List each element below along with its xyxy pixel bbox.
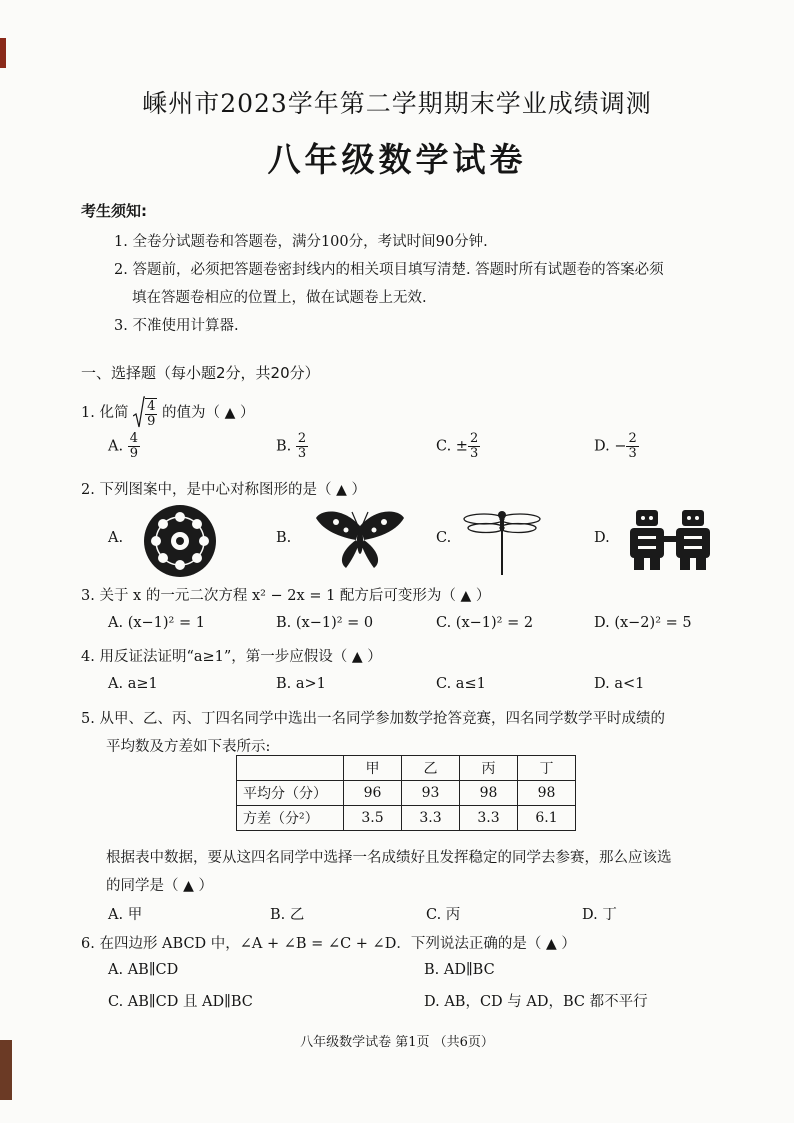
table-row bbox=[237, 781, 576, 806]
option-b: B. a>1 bbox=[276, 676, 326, 692]
page-footer: 八年级数学试卷 第1页 （共6页） bbox=[300, 1035, 494, 1050]
table-cell bbox=[237, 756, 344, 781]
question-number: 1. bbox=[81, 405, 95, 421]
option-c: C. 丙 bbox=[426, 907, 461, 923]
row-label: 平均分（分） bbox=[237, 781, 344, 806]
exam-title-line1: 嵊州市2023学年第二学期期末学业成绩调测 bbox=[142, 89, 652, 118]
question-5-cont: 平均数及方差如下表所示: bbox=[106, 739, 271, 755]
question-1: 1. 化简 $\frac{4}{9}$ 的值为（ ▲ ） bbox=[81, 396, 254, 430]
option-a: A. 甲 bbox=[108, 907, 143, 923]
row-label: 方差（分²） bbox=[237, 806, 344, 831]
option-label: A. bbox=[108, 530, 124, 546]
scan-edge-mark bbox=[0, 38, 6, 68]
option-label: D. bbox=[594, 530, 610, 546]
butterfly-pattern-icon bbox=[312, 506, 408, 574]
table-header: 乙 bbox=[402, 756, 460, 781]
notice-item: 填在答题卷相应的位置上，做在试题卷上无效. bbox=[132, 290, 427, 306]
section-heading: 一、选择题（每小题2分，共20分） bbox=[81, 364, 320, 382]
option-d: D. AB，CD 与 AD，BC 都不平行 bbox=[424, 994, 648, 1010]
option-a: A. $\frac{4}{9}$ bbox=[108, 431, 138, 461]
option-label: C. bbox=[436, 530, 452, 546]
answer-mark-icon: ▲ bbox=[545, 936, 557, 952]
answer-mark-icon: ▲ bbox=[460, 588, 472, 604]
table-header: 丙 bbox=[460, 756, 518, 781]
option-c: C. a≤1 bbox=[436, 676, 486, 692]
option-a: A. AB∥CD bbox=[108, 962, 179, 978]
notice-item: 3. 不准使用计算器. bbox=[114, 318, 239, 334]
notice-item: 2. 答题前，必须把答题卷密封线内的相关项目填写清楚. 答题时所有试题卷的答案必须 bbox=[114, 262, 664, 278]
question-2: 2. 下列图案中，是中心对称图形的是（ ▲ ） bbox=[81, 482, 366, 498]
answer-mark-icon: ▲ bbox=[336, 482, 347, 498]
option-b: B. $\frac{2}{3}$ bbox=[276, 431, 307, 461]
paired-figures-pattern-icon bbox=[626, 506, 714, 572]
table-header: 甲 bbox=[344, 756, 402, 781]
answer-mark-icon: ▲ bbox=[183, 878, 194, 894]
table-cell: 98 bbox=[518, 781, 576, 806]
option-label: B. bbox=[276, 530, 292, 546]
exam-title-line2: 八年级数学试卷 bbox=[267, 140, 527, 179]
stats-table bbox=[236, 755, 576, 831]
option-b: B. AD∥BC bbox=[424, 962, 495, 978]
dragonfly-pattern-icon bbox=[462, 503, 542, 577]
sqrt-expression: $\frac{4}{9}$ bbox=[133, 396, 157, 430]
table-cell: 98 bbox=[460, 781, 518, 806]
option-a: A. a≥1 bbox=[108, 676, 158, 692]
question-4: 4. 用反证法证明“a≥1”，第一步应假设（ ▲ ） bbox=[81, 649, 382, 665]
question-5-cont: 的同学是（ ▲ ） bbox=[106, 878, 213, 894]
option-c: C. ± $\frac{2}{3}$ bbox=[436, 431, 479, 461]
table-header: 丁 bbox=[518, 756, 576, 781]
table-header-row bbox=[237, 756, 576, 781]
option-d: D. 丁 bbox=[582, 907, 617, 923]
option-d: D. − $\frac{2}{3}$ bbox=[594, 431, 637, 461]
notice-item: 1. 全卷分试题卷和答题卷，满分100分，考试时间90分钟. bbox=[114, 234, 488, 250]
table-cell: 96 bbox=[344, 781, 402, 806]
table-row bbox=[237, 806, 576, 831]
question-5-cont: 根据表中数据，要从这四名同学中选择一名成绩好且发挥稳定的同学去参赛，那么应该选 bbox=[106, 850, 672, 866]
answer-mark-icon: ▲ bbox=[224, 405, 236, 421]
option-d: D. (x−2)² = 5 bbox=[594, 615, 692, 631]
question-text: 的值为（ bbox=[161, 405, 220, 421]
table-cell: 3.3 bbox=[460, 806, 518, 831]
answer-mark-icon: ▲ bbox=[351, 649, 363, 665]
rosette-pattern-icon bbox=[142, 503, 218, 579]
notice-heading: 考生须知: bbox=[81, 202, 147, 220]
table-cell: 6.1 bbox=[518, 806, 576, 831]
question-5: 5. 从甲、乙、丙、丁四名同学中选出一名同学参加数学抢答竞赛，四名同学数学平时成绩的 bbox=[81, 711, 665, 727]
option-c: C. (x−1)² = 2 bbox=[436, 615, 534, 631]
option-b: B. (x−1)² = 0 bbox=[276, 615, 374, 631]
question-text: 化简 bbox=[99, 405, 129, 421]
table-cell: 93 bbox=[402, 781, 460, 806]
table-cell: 3.3 bbox=[402, 806, 460, 831]
radical-sign-icon bbox=[133, 396, 145, 430]
option-b: B. 乙 bbox=[270, 907, 305, 923]
option-a: A. (x−1)² = 1 bbox=[108, 615, 205, 631]
question-3: 3. 关于 x 的一元二次方程 x² − 2x = 1 配方后可变形为（ ▲ ） bbox=[81, 588, 491, 604]
option-c: C. AB∥CD 且 AD∥BC bbox=[108, 994, 253, 1010]
table-cell: 3.5 bbox=[344, 806, 402, 831]
option-d: D. a<1 bbox=[594, 676, 645, 692]
question-6: 6. 在四边形 ABCD 中，∠A + ∠B = ∠C + ∠D．下列说法正确的是（ ▲ ） bbox=[81, 936, 576, 952]
